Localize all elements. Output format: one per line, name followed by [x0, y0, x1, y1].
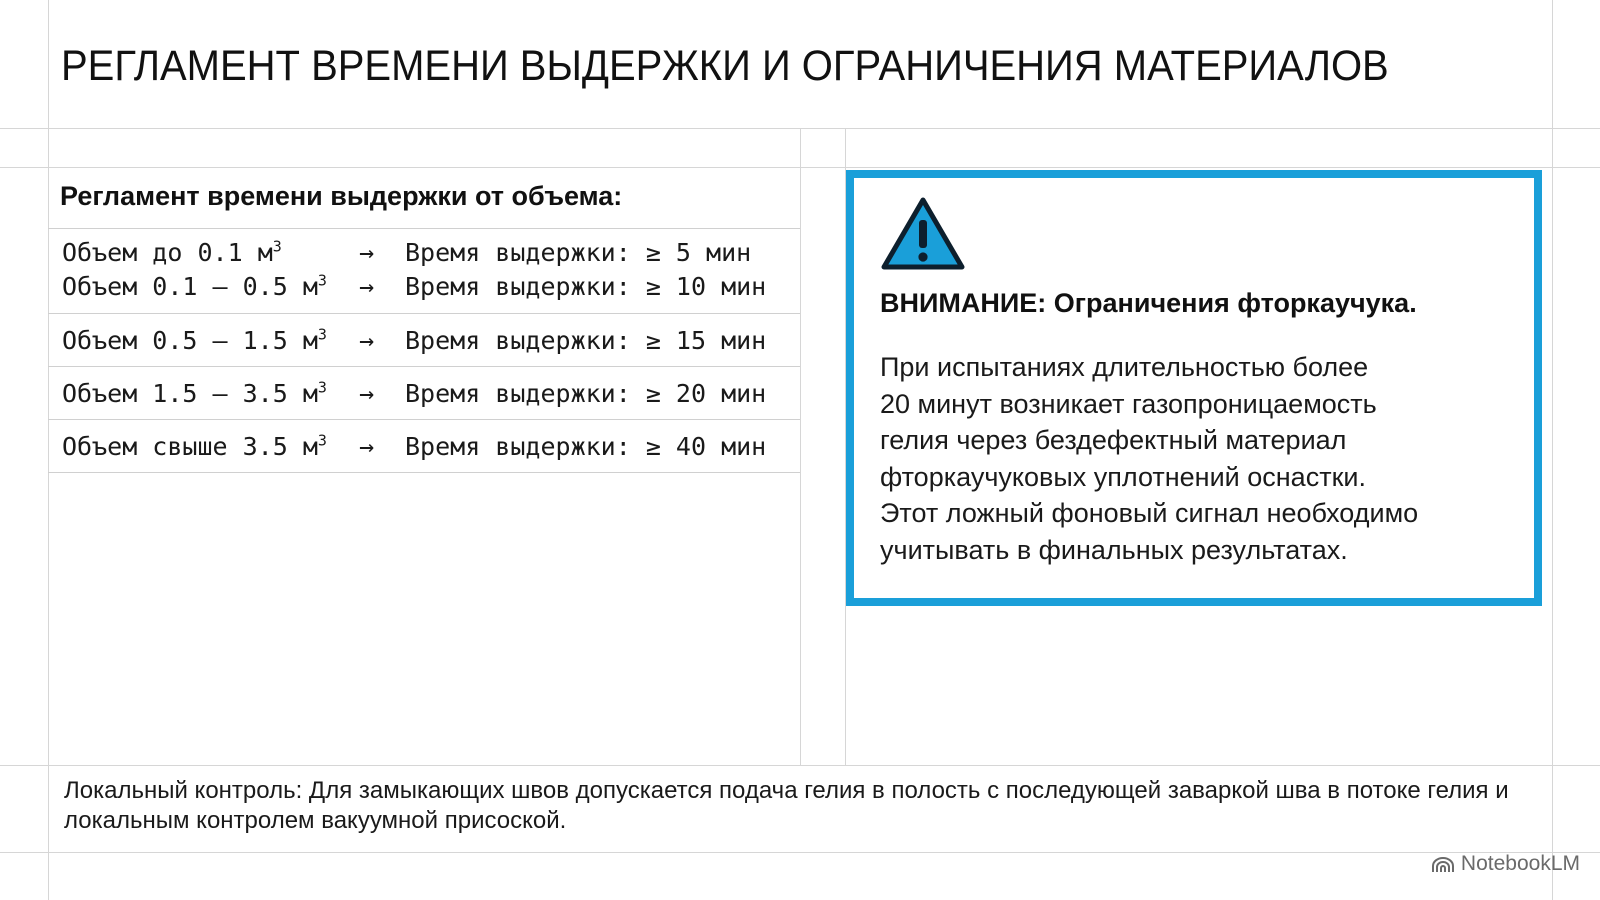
table-row [48, 314, 800, 367]
warning-body [880, 349, 1510, 568]
page-title: РЕГЛАМЕНТ ВРЕМЕНИ ВЫДЕРЖКИ И ОГРАНИЧЕНИЯ МАТЕРИАЛОВ [61, 42, 1389, 90]
time-cell: Время выдержки: ≥ 10 мин [405, 271, 767, 301]
time-cell: Время выдержки: ≥ 15 мин [405, 325, 767, 355]
warning-box [846, 170, 1542, 606]
time-cell: Время выдержки: ≥ 40 мин [405, 431, 767, 461]
table-row [48, 229, 800, 314]
warning-heading: ВНИМАНИЕ: Ограничения фторкаучука. [880, 288, 1417, 318]
regulation-heading: Регламент времени выдержки от объема: [48, 168, 800, 229]
regulation-line [62, 376, 766, 410]
warning-body-line: 20 минут возникает газопроницаемость [880, 388, 1377, 419]
volume-cell: Объем 0.1 – 0.5 $м^3$ [62, 271, 327, 301]
brand-label: NotebookLM [1460, 852, 1580, 875]
footer-note: Локальный контроль: Для замыкающих швов допускается подача гелия в полость с последующей заваркой шва в потоке гелия и локальным контролем вакуумной присоской. [64, 777, 1509, 834]
regulation-line [62, 429, 766, 463]
warning-body-line: фторкаучуковых уплотнений оснастки. [880, 461, 1366, 492]
regulation-line [62, 323, 766, 357]
time-cell: Время выдержки: ≥ 20 мин [405, 378, 767, 408]
arrow-icon: → [359, 325, 375, 355]
arrow-icon: → [359, 378, 375, 408]
arrow-icon: → [359, 271, 375, 301]
warning-body-line: гелия через бездефектный материал [880, 425, 1347, 455]
regulation-panel [48, 168, 800, 473]
brand-watermark [1431, 852, 1580, 876]
regulation-line [62, 235, 800, 269]
grid-line [1552, 0, 1553, 900]
grid-line [0, 765, 1600, 766]
grid-line [0, 852, 1600, 853]
warning-body-line: Этот ложный фоновый сигнал необходимо [880, 498, 1419, 528]
warning-body-line: При испытаниях длительностью более [880, 352, 1369, 382]
table-row [48, 420, 800, 473]
volume-cell: Объем 1.5 – 3.5 $м^3$ [62, 378, 327, 408]
time-cell: Время выдержки: ≥ 5 мин [405, 237, 752, 267]
warning-body-line: учитывать в финальных результатах. [880, 534, 1348, 565]
grid-line [800, 128, 801, 765]
arrow-icon: → [359, 431, 375, 461]
volume-cell: Объем свыше 3.5 $м^3$ [62, 431, 327, 461]
regulation-line [62, 269, 800, 303]
arrow-icon: → [359, 237, 375, 267]
warning-triangle-icon [880, 196, 966, 272]
volume-cell: Объем до 0.1 $м^3$ [62, 237, 282, 267]
volume-cell: Объем 0.5 – 1.5 $м^3$ [62, 325, 327, 355]
notebooklm-logo-icon [1431, 855, 1455, 873]
table-row [48, 367, 800, 420]
